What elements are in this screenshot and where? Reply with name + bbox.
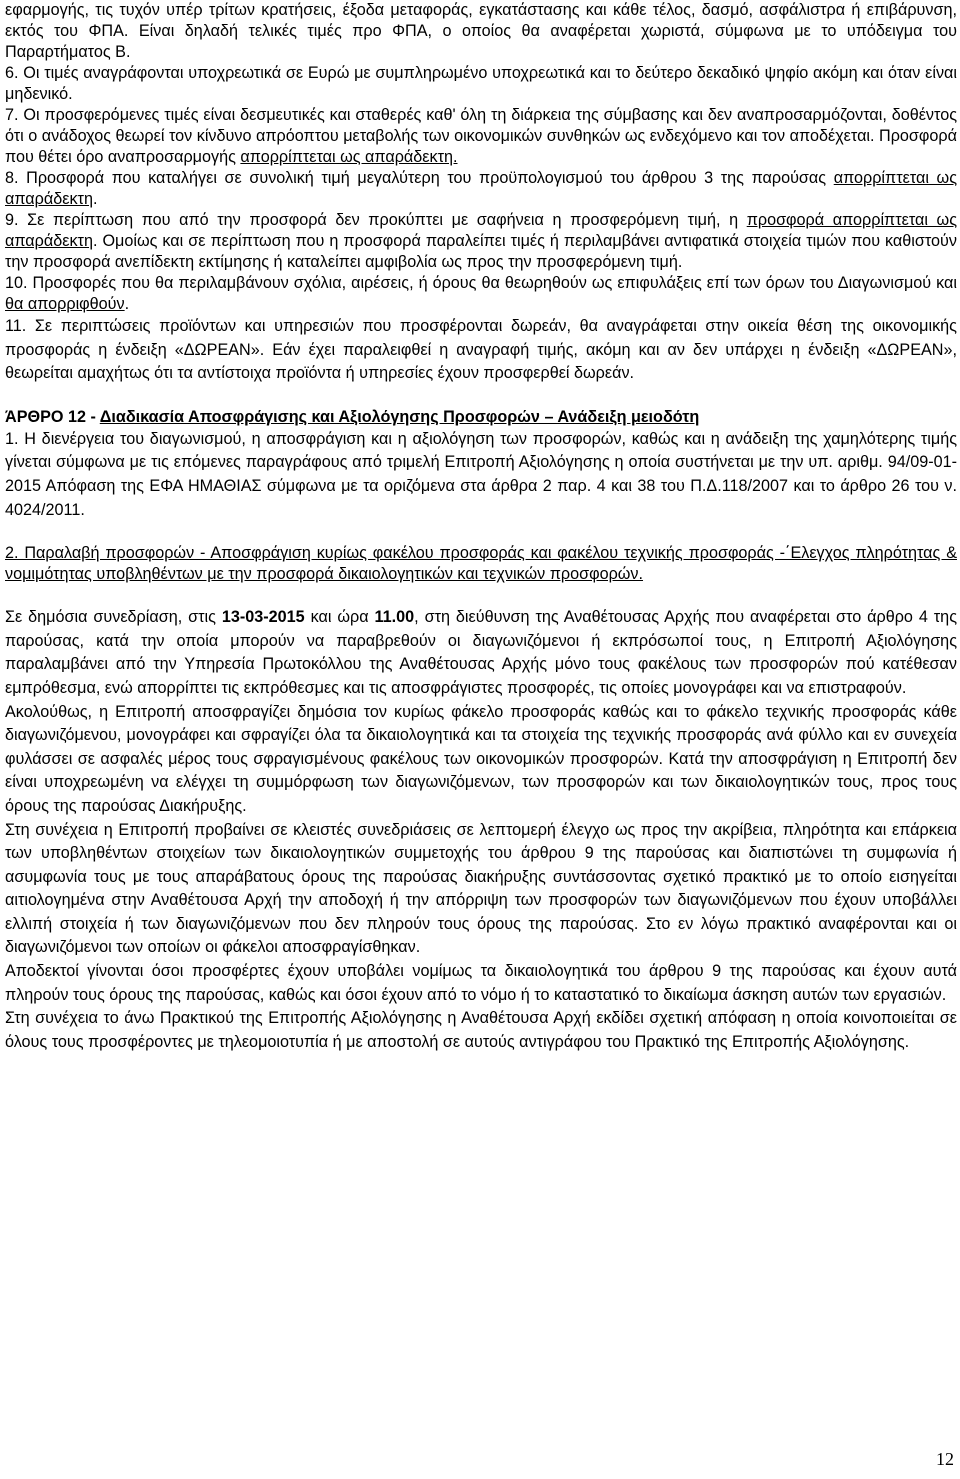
item-10-text: 10. Προσφορές που θα περιλαμβάνουν σχόλια, αιρέσεις, ή όρους θα θεωρηθούν ως επιφυλάξεις επί των όρων του Διαγωνισμού και [5,274,957,292]
document-page [5,0,957,1054]
item-8-text: 8. Προσφορά που καταλήγει σε συνολική τιμή μεγαλύτερη του προϋπολογισμού του άρθρου 3 της παρούσας [5,169,834,187]
session-paragraph [5,606,957,700]
notification-paragraph [5,1007,957,1054]
item-10-tail: . [124,295,130,313]
closed-sessions-paragraph-text: Στη συνέχεια η Επιτροπή προβαίνει σε κλειστές συνεδριάσεις σε λεπτομερή έλεγχο ως προς την ακρίβεια, πληρότητα και επάρκεια των υποβληθέντων στοιχείων των δικαιολογητικών συμμετοχής του άρθρου 9 της παρούσας και διαπιστώνει τη συμφωνία ή ασυμφωνία τους με τους απαράβατους όρους της παρούσας διακήρυξης συντάσσοντας σχετικό πρακτικό με το οποίο εισηγείται αιτιολογημένα στην Αναθέτουσα Αρχή την αποδοχή ή την απόρριψη των προσφορών των διαγωνιζόμενων που έχουν υποβάλλει ελλιπή στοιχεία ή των διαγωνιζόμενων που δεν πληρούν τους όρους της παρούσας. Στο εν λόγω πρακτικό αναφέρονται και οι διαγωνιζόμενοι των οποίων οι φάκελοι αποσφραγίσθηκαν. [5,820,957,957]
section-2-title-text: 2. Παραλαβή προσφορών - Αποσφράγιση κυρίως φακέλου προσφοράς και φακέλου τεχνικής προσφοράς -΄Ελεγχος πληρότητας & νομιμότητας υποβληθέντων με την προσφορά δικαιολογητικών και τεχνικών προσφορών. [5,544,957,584]
item-7 [5,105,957,168]
article-12-para-1 [5,428,957,522]
session-mid: και ώρα [304,608,375,627]
session-post: , στη διεύθυνση της Αναθέτουσας Αρχής που αναφέρεται στο άρθρο 4 της παρούσας, κατά την οποία μπορούν να παραβρεθούν οι διαγωνιζόμενοι ή εκπρόσωποί τους, η Επιτροπή Αξιολόγησης παραλαμβάνει από την Υπηρεσία Πρωτοκόλλου της Αναθέτουσας Αρχής μόνο τους φακέλους των προσφορών πού κατέθεσαν εμπρόθεσμα, ενώ απορρίπτει τις εκπρόθεσμες και τις αποσφράγιστες προσφορές, τις οποίες μονογράφει και να επιστραφούν. [5,608,957,697]
spacer [5,522,957,543]
opening-paragraph-text: Ακολούθως, η Επιτροπή αποσφραγίζει δημόσια τον κυρίως φάκελο προσφοράς καθώς και το φάκελο τεχνικής προσφοράς κάθε διαγωνιζόμενου, μονογράφει και σφραγίζει όλα τα δικαιολογητικά και τα στοιχεία της τεχνικής προσφοράς ανά φύλλο και εν συνεχεία φυλάσσει σε ασφαλές μέρος τους σφραγισμένους φακέλους των οικονομικών προσφορών. Κατά την αποσφράγιση η Επιτροπή δεν είναι υποχρεωμένη να ελέγχει τη συμμόρφωση των διαγωνιζόμενων, των προσφορών και των δικαιολογητικών τους, προς τους όρους της παρούσας Διακήρυξης. [5,702,957,815]
article-12-heading-title: Διαδικασία Αποσφράγισης και Αξιολόγησης Προσφορών – Ανάδειξη μειοδότη [99,407,700,426]
session-pre: Σε δημόσια συνεδρίαση, στις [5,608,222,627]
item-8-underlined: απορρίπτεται ως απαράδεκτη [5,169,957,208]
closed-sessions-paragraph [5,819,957,961]
spacer [5,386,957,407]
item-10 [5,273,957,315]
article-12-para-1-text: 1. Η διενέργεια του διαγωνισμού, η αποσφράγιση και η αξιολόγηση των προσφορών, καθώς και η ανάδειξη της χαμηλότερης τιμής γίνεται σύμφωνα με τις επόμενες παραγράφους από τριμελή Επιτροπή Αξιολόγησης η οποία συστήνεται με την υπ. αριθμ. 94/09-01-2015 Απόφαση της ΕΦΑ ΗΜΑΘΙΑΣ σύμφωνα με τα οριζόμενα στα άρθρα 2 παρ. 4 και 38 του Π.Δ.118/2007 και το άρθρο 26 του ν. 4024/2011. [5,429,957,519]
section-2-title [5,543,957,585]
page-number: 12 [936,1449,954,1469]
opening-paragraph [5,701,957,819]
item-6-text: 6. Οι τιμές αναγράφονται υποχρεωτικά σε Ευρώ με συμπληρωμένο υποχρεωτικά και το δεύτερο δεκαδικό ψηφίο ακόμη και όταν είναι μηδενικό. [5,64,957,103]
notification-paragraph-text: Στη συνέχεια το άνω Πρακτικού της Επιτροπής Αξιολόγησης η Αναθέτουσα Αρχή εκδίδει σχετική απόφαση η οποία κοινοποιείται σε όλους τους προσφέροντες με τηλεομοιοτυπία ή με αποστολή σε αυτούς αντιγράφου του Πρακτικό της Επιτροπής Αξιολόγησης. [5,1009,957,1051]
item-8-tail: . [92,190,98,208]
item-7-text: 7. Οι προσφερόμενες τιμές είναι δεσμευτικές και σταθερές καθ' όλη τη διάρκεια της σύμβασης και δεν αναπροσαρμόζονται, δοθέντος ότι ο ανάδοχος θεωρεί τον κίνδυνο απρόοπτου μεταβολής των οικονομικών συνθηκών ως ενδεχόμενο και τον αποδέχεται. Προσφορά που θέτει όρο αναπροσαρμογής [5,106,957,166]
item-11-text: 11. Σε περιπτώσεις προϊόντων και υπηρεσιών που προσφέρονται δωρεάν, θα αναγράφεται στην οικεία θέση της οικονομικής προσφοράς η ένδειξη «ΔΩΡΕΑΝ». Εάν έχει παραλειφθεί η αναγραφή τιμής, ακόμη και αν δεν υπάρχει η ένδειξη «ΔΩΡΕΑΝ», θεωρείται αμαχήτως ότι τα αντίστοιχα προϊόντα ή υπηρεσίες έχουν προσφερθεί δωρεάν. [5,317,957,383]
item-9-text: 9. Σε περίπτωση που από την προσφορά δεν προκύπτει με σαφήνεια η προσφερόμενη τιμή, η [5,211,747,229]
item-6 [5,63,957,105]
session-date: 13-03-2015 [221,608,305,627]
accepted-paragraph [5,960,957,1007]
spacer [5,585,957,606]
article-12-heading [5,407,957,428]
intro-paragraph [5,0,957,63]
accepted-paragraph-text: Αποδεκτοί γίνονται όσοι προσφέρτες έχουν υποβάλει νομίμως τα δικαιολογητικά του άρθρου 9 της παρούσας και έχουν αυτά πληρούν τους όρους της παρούσας, καθώς και όσοι έχουν από το νόμο ή το καταστατικό το δικαίωμα άσκηση αυτών των εργασιών. [5,962,957,1004]
item-9 [5,210,957,273]
item-7-underlined: απορρίπτεται ως απαράδεκτη. [240,148,458,166]
item-10-underlined: θα απορριφθούν [5,295,125,313]
item-11 [5,315,957,386]
item-8 [5,168,957,210]
article-12-heading-prefix: ΆΡΘΡΟ 12 - [5,407,100,426]
item-9-underlined: προσφορά απορρίπτεται ως απαράδεκτη [5,211,957,250]
item-9-tail: . Ομοίως και σε περίπτωση που η προσφορά παραλείπει τιμές ή περιλαμβάνει αντιφατικά στοιχεία τιμών που καθιστούν την προσφορά ανεπίδεκτη εκτίμησης ή καταλείπει αμφιβολία ως προς την προσφερόμενη τιμή. [5,232,957,271]
session-time: 11.00 [374,608,415,627]
intro-text: εφαρμογής, τις τυχόν υπέρ τρίτων κρατήσεις, έξοδα μεταφοράς, εγκατάστασης και κάθε τέλος, δασμό, ασφάλιστρα ή επιβάρυνση, εκτός του ΦΠΑ. Είναι δηλαδή τελικές τιμές προ ΦΠΑ, ο οποίος θα αναφέρεται χωριστά, σύμφωνα με το υπόδειγμα του Παραρτήματος Β. [5,1,957,61]
